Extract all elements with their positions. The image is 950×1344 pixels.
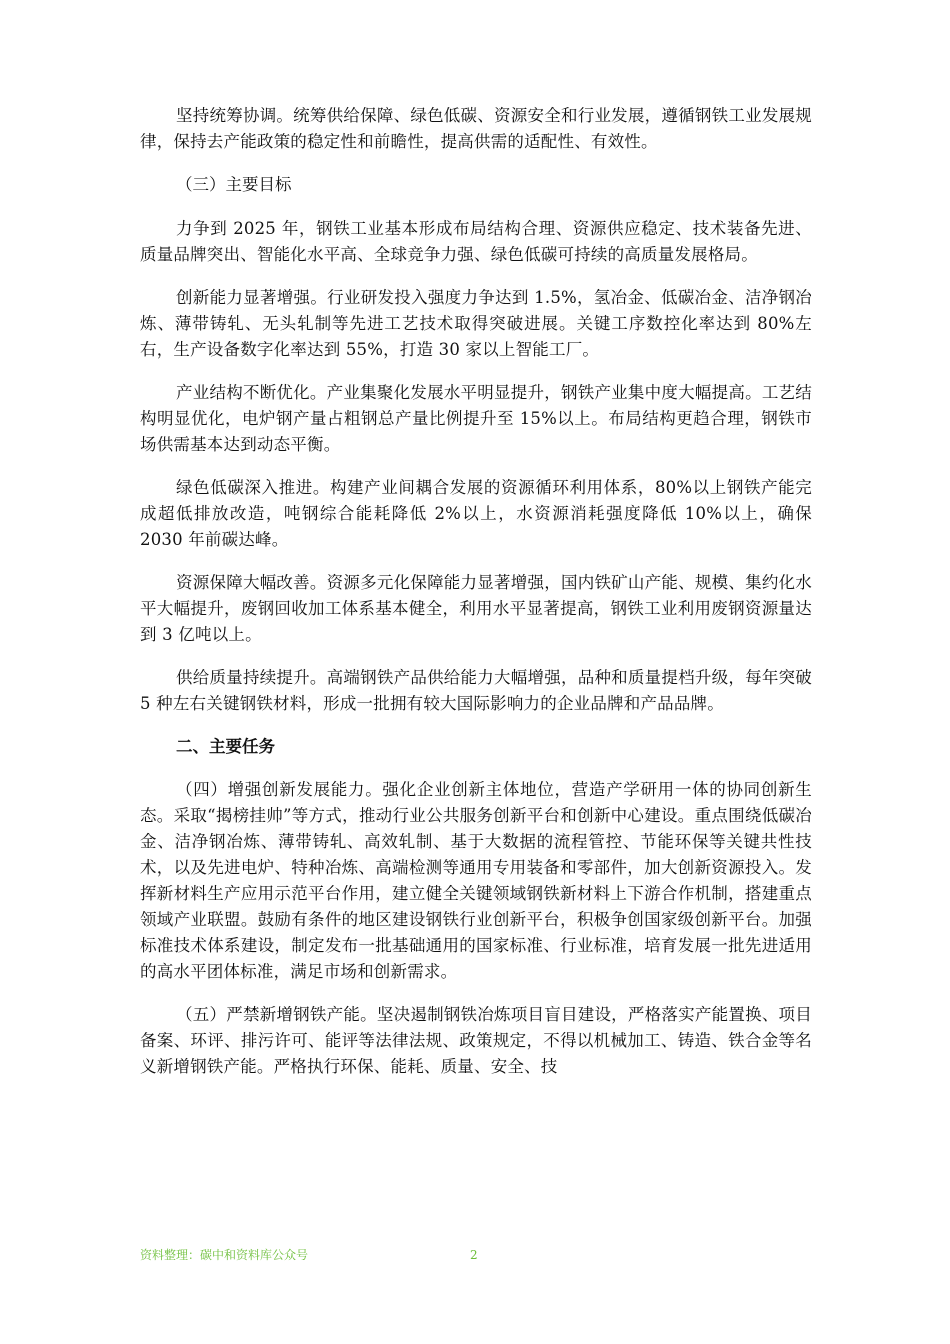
paragraph-innovation-capacity: （四）增强创新发展能力。强化企业创新主体地位，营造产学研用一体的协同创新生态。采取“揭榜挂帅”等方式，推动行业公共服务创新平台和创新中心建设。重点围绕低碳冶金、洁净钢冶炼、薄带铸轧、高效轧制、基于大数据的流程管控、节能环保等关键共性技术，以及先进电炉、特种冶炼、高端检测等通用专用装备和零部件，加大创新资源投入。发挥新材料生产应用示范平台作用，建立健全关键领域钢铁新材料上下游合作机制，搭建重点领域产业联盟。鼓励有条件的地区建设钢铁行业创新平台，积极争创国家级创新平台。加强标准技术体系建设，制定发布一批基础通用的国家标准、行业标准，培育发展一批先进适用的高水平团体标准，满足市场和创新需求。 — [140, 780, 812, 981]
paragraph-industrial-structure: 产业结构不断优化。产业集聚化发展水平明显提升，钢铁产业集中度大幅提高。工艺结构明显优化，电炉钢产量占粗钢总产量比例提升至 15%以上。布局结构更趋合理，钢铁市场供需基本达到动态平衡。 — [140, 383, 812, 454]
section-heading-main-goals: （三）主要目标 — [176, 175, 292, 194]
paragraph-supply-quality: 供给质量持续提升。高端钢铁产品供给能力大幅增强，品种和质量提档升级，每年突破 5 种左右关键钢铁材料，形成一批拥有较大国际影响力的企业品牌和产品品牌。 — [140, 668, 812, 713]
page-footer — [140, 1245, 812, 1265]
document-body — [140, 103, 812, 1097]
paragraph-green-low-carbon: 绿色低碳深入推进。构建产业间耦合发展的资源循环利用体系，80%以上钢铁产能完成超低排放改造，吨钢综合能耗降低 2%以上，水资源消耗强度降低 10%以上，确保 2030 年前碳达峰。 — [140, 478, 812, 549]
paragraph-2025-goal: 力争到 2025 年，钢铁工业基本形成布局结构合理、资源供应稳定、技术装备先进、质量品牌突出、智能化水平高、全球竞争力强、绿色低碳可持续的高质量发展格局。 — [140, 219, 812, 264]
paragraph-ban-new-capacity: （五）严禁新增钢铁产能。坚决遏制钢铁冶炼项目盲目建设，严格落实产能置换、项目备案、环评、排污许可、能评等法律法规、政策规定，不得以机械加工、铸造、铁合金等名义新增钢铁产能。严格执行环保、能耗、质量、安全、技 — [140, 1005, 812, 1076]
paragraph-coordination: 坚持统筹协调。统筹供给保障、绿色低碳、资源安全和行业发展，遵循钢铁工业发展规律，保持去产能政策的稳定性和前瞻性，提高供需的适配性、有效性。 — [140, 106, 812, 151]
paragraph-resource-security: 资源保障大幅改善。资源多元化保障能力显著增强，国内铁矿山产能、规模、集约化水平大幅提升，废钢回收加工体系基本健全，利用水平显著提高，钢铁工业利用废钢资源量达到 3 亿吨以上。 — [140, 573, 812, 644]
footer-source-note: 资料整理：碳中和资料库公众号 — [140, 1248, 309, 1262]
paragraph-innovation: 创新能力显著增强。行业研发投入强度力争达到 1.5%，氢冶金、低碳冶金、洁净钢冶炼、薄带铸轧、无头轧制等先进工艺技术取得突破进展。关键工序数控化率达到 80%左右，生产设备数字化率达到 55%，打造 30 家以上智能工厂。 — [140, 288, 812, 359]
page-number: 2 — [470, 1248, 478, 1262]
chapter-heading-main-tasks: 二、主要任务 — [176, 737, 275, 756]
